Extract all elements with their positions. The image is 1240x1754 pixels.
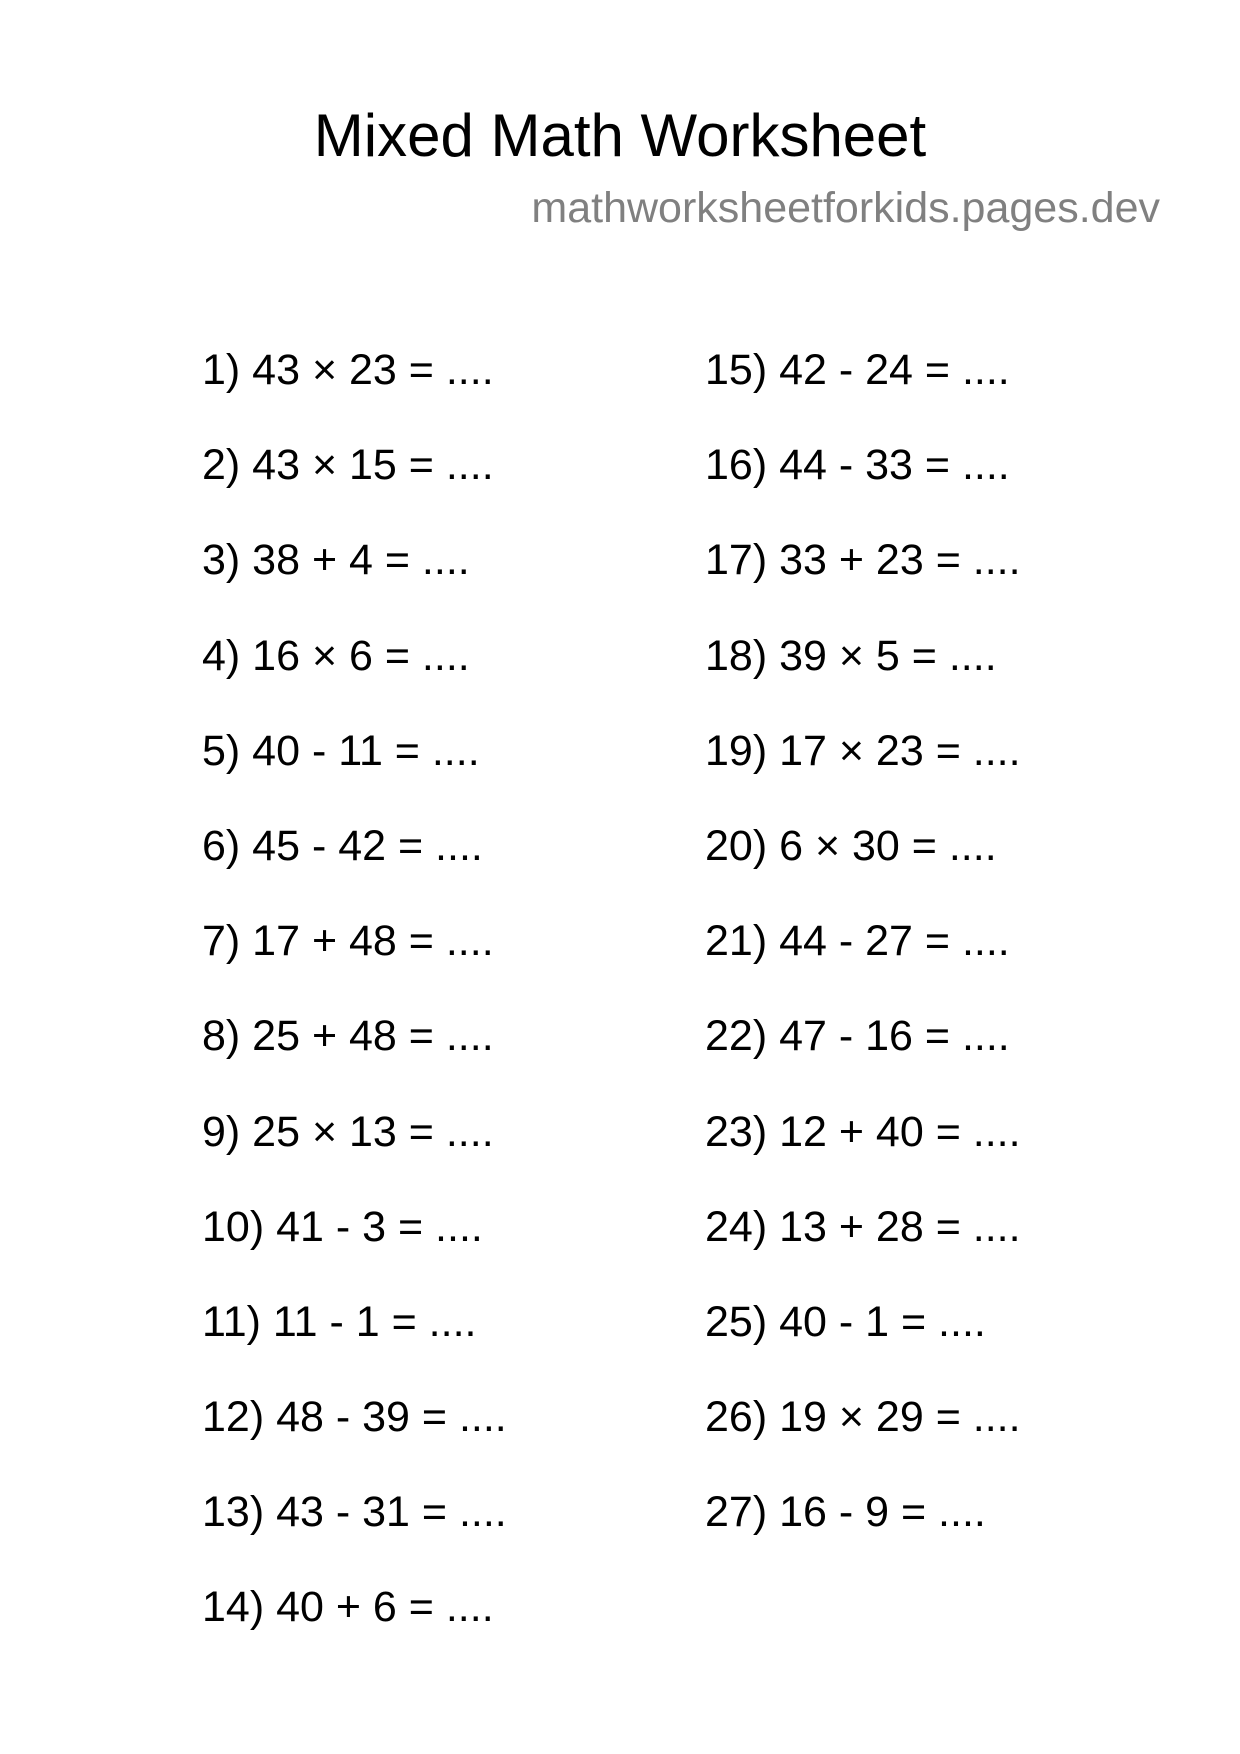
problem-item: 17) 33 + 23 = .... xyxy=(705,536,1021,585)
problem-item: 18) 39 × 5 = .... xyxy=(705,631,997,680)
problem-item: 4) 16 × 6 = .... xyxy=(202,631,470,680)
site-url: mathworksheetforkids.pages.dev xyxy=(531,184,1160,232)
worksheet-title: Mixed Math Worksheet xyxy=(313,102,927,169)
problem-item: 20) 6 × 30 = .... xyxy=(705,821,997,870)
problem-item: 3) 38 + 4 = .... xyxy=(202,536,470,585)
problem-item: 14) 40 + 6 = .... xyxy=(202,1583,494,1632)
problem-item: 15) 42 - 24 = .... xyxy=(705,346,1010,394)
problem-item: 26) 19 × 29 = .... xyxy=(705,1393,1021,1442)
problem-item: 6) 45 - 42 = .... xyxy=(202,821,483,870)
problem-item: 21) 44 - 27 = .... xyxy=(705,917,1010,966)
problem-item: 1) 43 × 23 = .... xyxy=(202,346,494,394)
problem-item: 7) 17 + 48 = .... xyxy=(202,917,494,966)
problem-item: 8) 25 + 48 = .... xyxy=(202,1012,494,1061)
problem-item: 9) 25 × 13 = .... xyxy=(202,1107,494,1156)
problem-item: 16) 44 - 33 = .... xyxy=(705,441,1010,490)
problem-item: 22) 47 - 16 = .... xyxy=(705,1012,1010,1061)
problem-item: 23) 12 + 40 = .... xyxy=(705,1107,1021,1156)
problem-item: 19) 17 × 23 = .... xyxy=(705,726,1021,775)
problem-item: 27) 16 - 9 = .... xyxy=(705,1488,986,1537)
problem-item: 5) 40 - 11 = .... xyxy=(202,726,480,775)
problem-item: 2) 43 × 15 = .... xyxy=(202,441,494,490)
problem-column-right xyxy=(705,344,1021,1581)
problem-column-left xyxy=(202,344,507,1677)
problem-item: 13) 43 - 31 = .... xyxy=(202,1488,507,1537)
problem-item: 25) 40 - 1 = .... xyxy=(705,1297,986,1346)
problem-item: 10) 41 - 3 = .... xyxy=(202,1202,483,1251)
problem-item: 24) 13 + 28 = .... xyxy=(705,1202,1021,1251)
problem-item: 11) 11 - 1 = .... xyxy=(202,1297,477,1346)
problem-item: 12) 48 - 39 = .... xyxy=(202,1393,507,1442)
